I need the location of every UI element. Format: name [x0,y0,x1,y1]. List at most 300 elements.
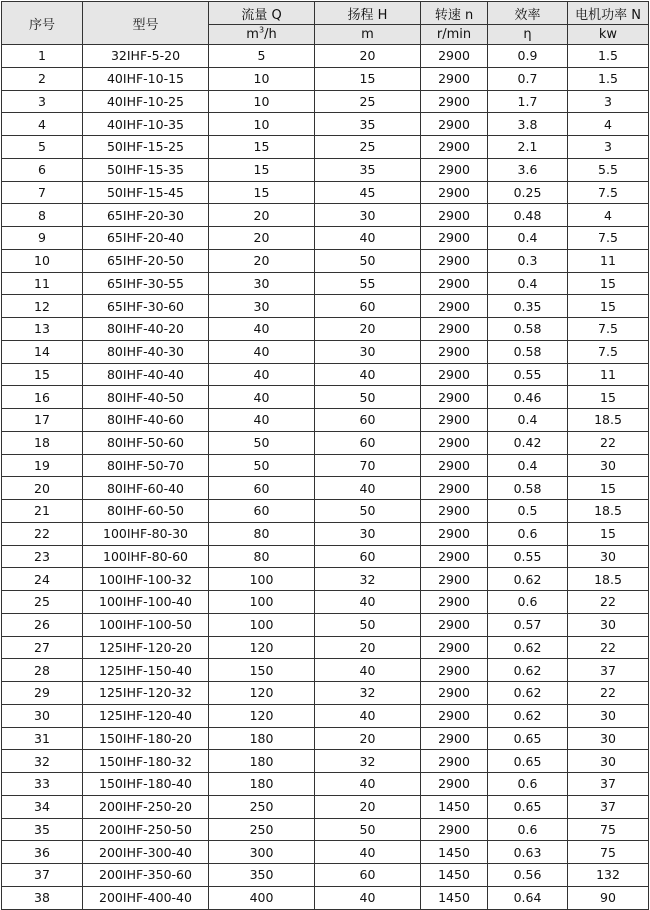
cell-efficiency: 0.55 [488,363,568,386]
cell-efficiency: 0.58 [488,340,568,363]
cell-head: 20 [315,45,421,68]
table-row [2,636,649,659]
cell-power: 30 [568,750,649,773]
cell-speed: 2900 [421,249,488,272]
table-row [2,181,649,204]
cell-head: 60 [315,864,421,887]
unit-flow-sup: 3 [258,25,265,35]
cell-seq: 8 [2,204,83,227]
table-row [2,136,649,159]
cell-power: 75 [568,818,649,841]
unit-power: kw [568,25,649,45]
cell-flow: 30 [209,295,315,318]
cell-seq: 26 [2,613,83,636]
cell-power: 30 [568,704,649,727]
cell-model: 65IHF-30-55 [83,272,209,295]
cell-speed: 2900 [421,45,488,68]
cell-efficiency: 0.57 [488,613,568,636]
cell-speed: 2900 [421,659,488,682]
cell-flow: 400 [209,886,315,909]
cell-seq: 35 [2,818,83,841]
cell-speed: 2900 [421,386,488,409]
cell-power: 15 [568,522,649,545]
cell-seq: 18 [2,431,83,454]
table-row [2,113,649,136]
cell-efficiency: 0.48 [488,204,568,227]
cell-flow: 20 [209,204,315,227]
cell-flow: 20 [209,249,315,272]
cell-speed: 1450 [421,886,488,909]
cell-speed: 2900 [421,204,488,227]
cell-power: 30 [568,545,649,568]
cell-head: 60 [315,409,421,432]
cell-model: 150IHF-180-32 [83,750,209,773]
table-row [2,545,649,568]
header-head: 扬程 H [315,2,421,25]
cell-flow: 40 [209,409,315,432]
cell-model: 200IHF-300-40 [83,841,209,864]
cell-model: 32IHF-5-20 [83,45,209,68]
cell-efficiency: 0.6 [488,818,568,841]
table-row [2,750,649,773]
table-row [2,90,649,113]
cell-seq: 36 [2,841,83,864]
table-row [2,409,649,432]
cell-flow: 120 [209,636,315,659]
cell-efficiency: 0.62 [488,704,568,727]
cell-model: 150IHF-180-40 [83,773,209,796]
cell-power: 132 [568,864,649,887]
table-row [2,682,649,705]
cell-model: 125IHF-120-32 [83,682,209,705]
cell-power: 3 [568,90,649,113]
table-row [2,841,649,864]
cell-model: 80IHF-40-20 [83,318,209,341]
cell-head: 15 [315,67,421,90]
cell-seq: 4 [2,113,83,136]
cell-power: 22 [568,431,649,454]
cell-head: 70 [315,454,421,477]
cell-model: 40IHF-10-15 [83,67,209,90]
cell-seq: 12 [2,295,83,318]
cell-seq: 25 [2,591,83,614]
cell-speed: 2900 [421,363,488,386]
cell-model: 125IHF-150-40 [83,659,209,682]
cell-efficiency: 0.4 [488,272,568,295]
cell-speed: 2900 [421,591,488,614]
cell-speed: 2900 [421,773,488,796]
table-row [2,204,649,227]
unit-head: m [315,25,421,45]
table-row [2,295,649,318]
cell-power: 90 [568,886,649,909]
pump-spec-table [1,1,649,910]
cell-seq: 14 [2,340,83,363]
cell-seq: 28 [2,659,83,682]
cell-speed: 2900 [421,113,488,136]
cell-speed: 2900 [421,477,488,500]
cell-efficiency: 0.56 [488,864,568,887]
cell-speed: 2900 [421,727,488,750]
cell-speed: 2900 [421,136,488,159]
cell-efficiency: 0.35 [488,295,568,318]
cell-efficiency: 0.62 [488,682,568,705]
cell-flow: 100 [209,568,315,591]
cell-model: 100IHF-100-50 [83,613,209,636]
cell-head: 25 [315,90,421,113]
cell-power: 37 [568,773,649,796]
cell-power: 22 [568,682,649,705]
cell-seq: 11 [2,272,83,295]
cell-head: 50 [315,613,421,636]
cell-flow: 15 [209,158,315,181]
cell-speed: 2900 [421,158,488,181]
cell-speed: 2900 [421,568,488,591]
cell-flow: 80 [209,522,315,545]
cell-efficiency: 0.55 [488,545,568,568]
cell-efficiency: 0.63 [488,841,568,864]
cell-power: 1.5 [568,67,649,90]
cell-flow: 60 [209,477,315,500]
table-row [2,886,649,909]
cell-power: 11 [568,363,649,386]
cell-flow: 180 [209,773,315,796]
cell-speed: 2900 [421,227,488,250]
table-row [2,158,649,181]
cell-model: 80IHF-40-40 [83,363,209,386]
cell-seq: 15 [2,363,83,386]
cell-head: 40 [315,773,421,796]
cell-seq: 22 [2,522,83,545]
cell-speed: 2900 [421,704,488,727]
cell-seq: 19 [2,454,83,477]
table-row [2,363,649,386]
cell-seq: 24 [2,568,83,591]
table-row [2,864,649,887]
cell-efficiency: 0.3 [488,249,568,272]
cell-speed: 2900 [421,318,488,341]
cell-head: 32 [315,750,421,773]
cell-seq: 17 [2,409,83,432]
cell-head: 40 [315,227,421,250]
unit-flow [209,25,315,45]
table-row [2,591,649,614]
cell-efficiency: 0.6 [488,591,568,614]
cell-efficiency: 1.7 [488,90,568,113]
cell-efficiency: 0.58 [488,477,568,500]
cell-model: 40IHF-10-25 [83,90,209,113]
cell-head: 30 [315,204,421,227]
cell-flow: 150 [209,659,315,682]
cell-efficiency: 0.65 [488,727,568,750]
cell-power: 5.5 [568,158,649,181]
cell-flow: 20 [209,227,315,250]
cell-seq: 31 [2,727,83,750]
cell-flow: 120 [209,704,315,727]
cell-efficiency: 2.1 [488,136,568,159]
cell-model: 100IHF-100-32 [83,568,209,591]
cell-power: 18.5 [568,500,649,523]
header-flow: 流量 Q [209,2,315,25]
cell-seq: 9 [2,227,83,250]
cell-seq: 38 [2,886,83,909]
cell-head: 40 [315,886,421,909]
cell-efficiency: 0.4 [488,227,568,250]
cell-model: 80IHF-50-70 [83,454,209,477]
cell-speed: 2900 [421,522,488,545]
cell-flow: 100 [209,591,315,614]
cell-flow: 80 [209,545,315,568]
cell-model: 65IHF-20-40 [83,227,209,250]
cell-flow: 40 [209,386,315,409]
cell-efficiency: 0.65 [488,795,568,818]
unit-efficiency: η [488,25,568,45]
cell-head: 60 [315,295,421,318]
cell-power: 22 [568,636,649,659]
cell-flow: 180 [209,727,315,750]
unit-flow-tail: /h [264,27,277,42]
cell-efficiency: 0.42 [488,431,568,454]
cell-speed: 1450 [421,864,488,887]
cell-flow: 15 [209,136,315,159]
cell-seq: 23 [2,545,83,568]
cell-power: 15 [568,295,649,318]
cell-power: 30 [568,454,649,477]
table-row [2,568,649,591]
cell-power: 7.5 [568,318,649,341]
table-row [2,795,649,818]
table-row [2,318,649,341]
cell-model: 50IHF-15-35 [83,158,209,181]
table-row [2,500,649,523]
cell-seq: 32 [2,750,83,773]
cell-power: 7.5 [568,340,649,363]
cell-power: 22 [568,591,649,614]
cell-seq: 29 [2,682,83,705]
cell-power: 30 [568,727,649,750]
cell-flow: 120 [209,682,315,705]
cell-seq: 34 [2,795,83,818]
cell-head: 45 [315,181,421,204]
cell-speed: 2900 [421,545,488,568]
cell-flow: 30 [209,272,315,295]
cell-power: 7.5 [568,227,649,250]
cell-head: 32 [315,682,421,705]
cell-flow: 180 [209,750,315,773]
cell-efficiency: 0.7 [488,67,568,90]
cell-head: 50 [315,818,421,841]
cell-speed: 2900 [421,90,488,113]
header-efficiency: 效率 [488,2,568,25]
cell-flow: 40 [209,340,315,363]
cell-efficiency: 0.62 [488,636,568,659]
cell-flow: 250 [209,795,315,818]
cell-speed: 2900 [421,818,488,841]
cell-model: 100IHF-100-40 [83,591,209,614]
header-power: 电机功率 N [568,2,649,25]
cell-efficiency: 0.5 [488,500,568,523]
cell-head: 50 [315,500,421,523]
cell-power: 1.5 [568,45,649,68]
cell-seq: 2 [2,67,83,90]
cell-head: 40 [315,591,421,614]
cell-head: 30 [315,340,421,363]
cell-head: 30 [315,522,421,545]
cell-model: 100IHF-80-60 [83,545,209,568]
cell-power: 11 [568,249,649,272]
cell-flow: 100 [209,613,315,636]
cell-power: 30 [568,613,649,636]
cell-power: 75 [568,841,649,864]
cell-efficiency: 0.65 [488,750,568,773]
unit-speed: r/min [421,25,488,45]
cell-head: 35 [315,113,421,136]
cell-efficiency: 0.62 [488,568,568,591]
table-row [2,45,649,68]
cell-speed: 2900 [421,636,488,659]
cell-head: 20 [315,727,421,750]
cell-head: 20 [315,795,421,818]
cell-power: 15 [568,272,649,295]
cell-flow: 350 [209,864,315,887]
cell-head: 60 [315,431,421,454]
cell-speed: 2900 [421,431,488,454]
cell-speed: 2900 [421,181,488,204]
cell-power: 15 [568,386,649,409]
cell-flow: 40 [209,363,315,386]
cell-seq: 5 [2,136,83,159]
table-body [2,45,649,910]
cell-model: 125IHF-120-40 [83,704,209,727]
table-row [2,818,649,841]
cell-speed: 2900 [421,682,488,705]
cell-model: 65IHF-20-50 [83,249,209,272]
cell-speed: 2900 [421,750,488,773]
cell-model: 80IHF-50-60 [83,431,209,454]
table-row [2,659,649,682]
cell-flow: 50 [209,454,315,477]
cell-power: 3 [568,136,649,159]
cell-speed: 2900 [421,409,488,432]
cell-head: 40 [315,704,421,727]
cell-head: 25 [315,136,421,159]
table-row [2,340,649,363]
cell-head: 50 [315,386,421,409]
table-row [2,613,649,636]
cell-speed: 2900 [421,613,488,636]
cell-flow: 10 [209,67,315,90]
cell-model: 80IHF-60-40 [83,477,209,500]
cell-seq: 37 [2,864,83,887]
cell-speed: 2900 [421,272,488,295]
cell-speed: 2900 [421,67,488,90]
cell-head: 40 [315,659,421,682]
cell-speed: 2900 [421,340,488,363]
table-row [2,249,649,272]
cell-efficiency: 3.8 [488,113,568,136]
cell-flow: 15 [209,181,315,204]
cell-head: 50 [315,249,421,272]
cell-flow: 5 [209,45,315,68]
cell-model: 65IHF-30-60 [83,295,209,318]
table-row [2,454,649,477]
cell-head: 20 [315,318,421,341]
cell-head: 32 [315,568,421,591]
cell-seq: 33 [2,773,83,796]
cell-seq: 13 [2,318,83,341]
cell-model: 200IHF-250-20 [83,795,209,818]
cell-model: 65IHF-20-30 [83,204,209,227]
cell-power: 4 [568,113,649,136]
cell-seq: 3 [2,90,83,113]
cell-head: 20 [315,636,421,659]
cell-flow: 10 [209,113,315,136]
cell-seq: 7 [2,181,83,204]
cell-efficiency: 0.62 [488,659,568,682]
cell-flow: 40 [209,318,315,341]
cell-seq: 30 [2,704,83,727]
cell-power: 7.5 [568,181,649,204]
cell-model: 150IHF-180-20 [83,727,209,750]
cell-seq: 1 [2,45,83,68]
cell-flow: 300 [209,841,315,864]
table-row [2,67,649,90]
cell-efficiency: 0.4 [488,409,568,432]
cell-efficiency: 3.6 [488,158,568,181]
cell-model: 80IHF-40-60 [83,409,209,432]
cell-model: 100IHF-80-30 [83,522,209,545]
cell-head: 40 [315,477,421,500]
cell-speed: 1450 [421,795,488,818]
unit-flow-base: m [246,27,259,42]
cell-efficiency: 0.6 [488,773,568,796]
table-row [2,522,649,545]
cell-efficiency: 0.4 [488,454,568,477]
cell-power: 18.5 [568,409,649,432]
table-row [2,386,649,409]
cell-efficiency: 0.6 [488,522,568,545]
cell-seq: 27 [2,636,83,659]
cell-seq: 21 [2,500,83,523]
cell-flow: 60 [209,500,315,523]
cell-seq: 20 [2,477,83,500]
cell-efficiency: 0.64 [488,886,568,909]
cell-model: 80IHF-40-30 [83,340,209,363]
cell-model: 40IHF-10-35 [83,113,209,136]
cell-power: 37 [568,795,649,818]
table-row [2,272,649,295]
cell-flow: 50 [209,431,315,454]
cell-head: 55 [315,272,421,295]
cell-efficiency: 0.58 [488,318,568,341]
header-model: 型号 [83,2,209,45]
cell-power: 18.5 [568,568,649,591]
cell-power: 37 [568,659,649,682]
cell-speed: 2900 [421,454,488,477]
table-row [2,773,649,796]
cell-model: 80IHF-40-50 [83,386,209,409]
table-row [2,477,649,500]
cell-efficiency: 0.46 [488,386,568,409]
cell-head: 40 [315,363,421,386]
table-row [2,227,649,250]
cell-power: 15 [568,477,649,500]
header-speed: 转速 n [421,2,488,25]
cell-speed: 1450 [421,841,488,864]
table-row [2,431,649,454]
cell-power: 4 [568,204,649,227]
cell-model: 80IHF-60-50 [83,500,209,523]
